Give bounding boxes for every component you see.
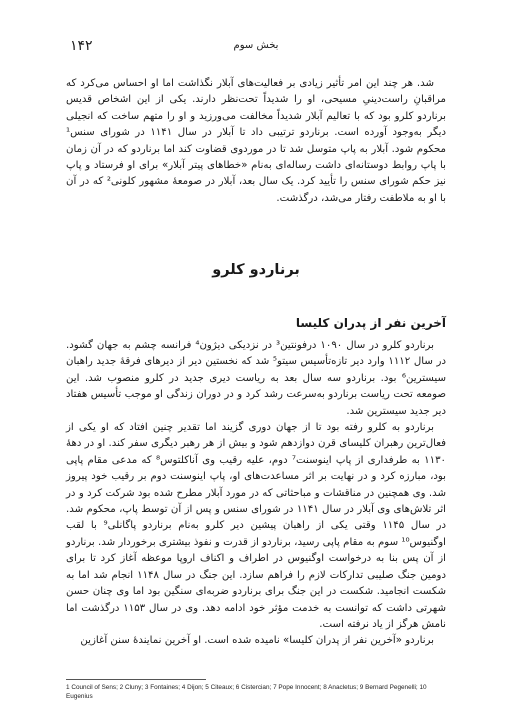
main-text-block [66, 338, 446, 650]
page-header [70, 38, 442, 58]
page-number: ۱۴۲ [70, 38, 93, 54]
footnote-divider [66, 679, 206, 680]
body-paragraph-career: برناردو به کلرو رفته بود تا از جهان دوری گزیند اما تقدیر چنین افتاد که او یکی از فعال‌ترین رهبران کلیسای قرن دوازدهم شود و بیش از هر رهبر دیگری سفر کند. او در دههٔ ۱۱۳۰ به طرفداری از پاپ اینوسنت⁷ دوم، علیه رقیب وی آناکلتوس⁸ که مدعی مقام پاپی بود، مبارزه کرد و در نهایت بر اثر مساعدت‌های او، پاپ اینوسنت دوم بر رقیب خود پیروز شد. وی همچنین در مناقشات و مباحثاتی که در مورد آبلار مطرح شده بود شرکت کرد و در اثر تلاش‌های وی آبلار در سال ۱۱۴۱ در شورای سنس و پس از آن توسط پاپ، محکوم شد. در سال ۱۱۴۵ وقتی یکی از راهبان پیشین دیر کلرو به‌نام برناردو پاگانلی⁹ با لقب اوگنیوس¹⁰ سوم به مقام پاپی رسید، برناردو از قدرت و نفوذ بیشتری برخوردار شد. برناردو از آن پس بنا به درخواست اوگنیوس در اطراف و اکناف اروپا موعظه آغاز کرد تا برای دومین جنگ صلیبی تدارکات لازم را فراهم سازد. این جنگ در سال ۱۱۴۸ انجام شد اما به شکست انجامید. شکست در این جنگ برای برناردو ضربه‌ای سنگین بود اما وی چنان حسن شهرتی داشت که توانست به خدمت مؤثر خود ادامه دهد. وی در سال ۱۱۵۳ درگذشت اما نامش هرگز از یاد نرفته است. [66, 422, 447, 630]
body-paragraph-birth: برناردو کلرو در سال ۱۰۹۰ درفونتین³ در نزدیکی دیژون⁴ فرانسه چشم به جهان گشود. در سال ۱۱۱۲ وارد دیر تازه‌تأسیس سیتو⁵ شد که نخستین دیر از دیرهای فرقهٔ جدید راهبان سیسترین⁶ بود. برناردو سه سال بعد به ریاست دیری جدید در کلرو منصوب شد. این صومعه تحت ریاست برناردو به‌سرعت رشد کرد و در دوران زندگی او موجب تأسیس هفتاد دیر جدید سیسترین شد. [66, 340, 446, 417]
chapter-title: برناردو کلرو [212, 262, 300, 278]
section-heading: آخرین نفر از پدران کلیسا [295, 316, 446, 330]
running-section-title: بخش سوم [233, 40, 279, 51]
body-paragraph-legacy: برناردو «آخرین نفر از پدران کلیسا» نامیده شده است. او آخرین نمایندهٔ سنن آغازین [80, 635, 434, 647]
intro-text-block [66, 76, 446, 207]
footnotes: 1 Council of Sens; 2 Cluny; 3 Fontaines; 4 Dijon; 5 Citeaux; 6 Cistercian; 7 Pope Innocent; 8 Anacletus; 9 Bernard Pegenelli; 10 Eugenius [66, 684, 427, 700]
intro-paragraph: شد. هر چند این امر تأثیر زیادی بر فعالیت‌های آبلار نگذاشت اما او احساس می‌کرد که مراقبانِ راست‌دینیِ مسیحی، او را شدیداً تحت‌نظر دارند. یکی از این اشخاص قدیس برناردو کلرو بود که با تعالیم آبلار شدیداً مخالفت می‌ورزید و او را متهم ساخت که انجیلی دیگر به‌وجود آورده است. برناردو ترتیبی داد تا آبلار در سال ۱۱۴۱ در شورای سنس¹ محکوم شود. آبلار به پاپ متوسل شد تا در موردوی قضاوت کند اما برناردو که در آن زمان با پاپ روابط دوستانه‌ای داشت رساله‌ای به‌نام «خطاهای پیتر آبلار» برای او فرستاد و پاپ نیز حکم شورای سنس را تأیید کرد. یک سال بعد، آبلار در صومعهٔ مشهور کلونی² که در آن با او به ملاطفت رفتار می‌شد، درگذشت. [66, 78, 446, 204]
